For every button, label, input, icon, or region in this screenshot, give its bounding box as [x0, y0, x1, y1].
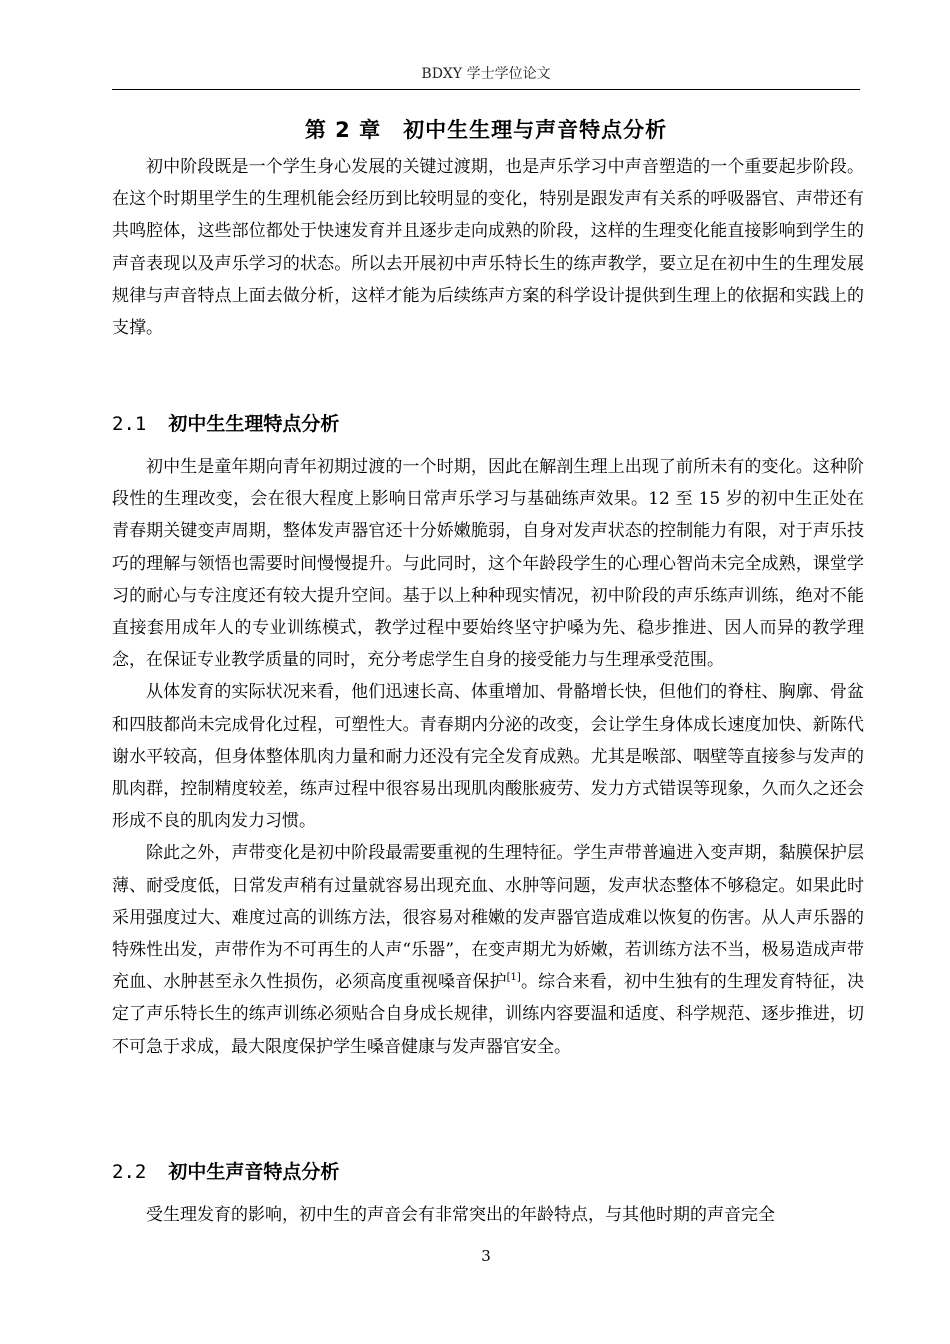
- paragraph: 初中生是童年期向青年初期过渡的一个时期，因此在解剖生理上出现了前所未有的变化。这种阶段性的生理改变，会在很大程度上影响日常声乐学习与基础练声效果。12 至 15 岁的初中生正处在青春期关键变声周期，整体发声器官还十分娇嫩脆弱，自身对发声状态的控制能力有限，对于声乐技巧的理解与领悟也需要时间慢慢提升。与此同时，这个年龄段学生的心理心智尚未完全成熟，课堂学习的耐心与专注度还有较大提升空间。基于以上种种现实情况，初中阶段的声乐练声训练，绝对不能直接套用成年人的专业训练模式，教学过程中要始终坚守护嗓为先、稳步推进、因人而异的教学理念，在保证专业教学质量的同时，充分考虑学生自身的接受能力与生理承受范围。: [112, 457, 864, 671]
- paragraph-text: 除此之外，声带变化是初中阶段最需要重视的生理特征。学生声带普遍进入变声期，黏膜保护层薄、耐受度低，日常发声稍有过量就容易出现充血、水肿等问题，发声状态整体不够稳定。如果此时采用强度过大、难度过高的训练方法，很容易对稚嫩的发声器官造成难以恢复的伤害。从人声乐器的特殊性出发，声带作为不可再生的人声“乐器”，在变声期尤为娇嫩，若训练方法不当，极易造成声带充血、水肿甚至永久性损伤，必须高度重视嗓音保护: [112, 843, 864, 993]
- intro-paragraph: 初中阶段既是一个学生身心发展的关键过渡期，也是声乐学习中声音塑造的一个重要起步阶段。在这个时期里学生的生理机能会经历到比较明显的变化，特别是跟发声有关系的呼吸器官、声带还有共鸣腔体，这些部位都处于快速发育并且逐步走向成熟的阶段，这样的生理变化能直接影响到学生的声音表现以及声乐学习的状态。所以去开展初中声乐特长生的练声教学，要立足在初中生的生理发展规律与声音特点上面去做分析，这样才能为后续练声方案的科学设计提供到生理上的依据和实践上的支撑。: [112, 157, 864, 339]
- section-title: 初中生生理特点分析: [168, 413, 340, 435]
- paragraph: 从体发育的实际状况来看，他们迅速长高、体重增加、骨骼增长快，但他们的脊柱、胸廓、骨盆和四肢都尚未完成骨化过程，可塑性大。青春期内分泌的改变，会让学生身体成长速度加快、新陈代谢水平较高，但身体整体肌肉力量和耐力还没有完全发育成熟。尤其是喉部、咽壁等直接参与发声的肌肉群，控制精度较差，练声过程中很容易出现肌肉酸胀疲劳、发力方式错误等现象，久而久之还会形成不良的肌肉发力习惯。: [112, 682, 864, 832]
- section-heading-2-2: [112, 1157, 860, 1187]
- chapter-title: 第 2 章 初中生生理与声音特点分析: [304, 118, 668, 142]
- header-rule: [112, 89, 860, 90]
- paragraph: [112, 837, 864, 1062]
- running-header: BDXY 学士学位论文: [421, 66, 551, 82]
- section-2-1-body: [112, 451, 864, 1063]
- section-number: 2.1: [112, 413, 147, 435]
- section-number: 2.2: [112, 1161, 147, 1183]
- paragraph-text: 。综合来看，初中生独有的生理发育特征，决定了声乐特长生的练声训练必须贴合自身成长规律，训练内容要温和适度、科学规范、逐步推进，切不可急于求成，最大限度保护学生嗓音健康与发声器官安全。: [112, 972, 865, 1057]
- page-number: 3: [481, 1247, 491, 1265]
- section-title: 初中生声音特点分析: [168, 1161, 340, 1183]
- section-heading-2-1: [112, 409, 860, 439]
- paragraph: 受生理发育的影响，初中生的声音会有非常突出的年龄特点，与其他时期的声音完全: [146, 1205, 775, 1225]
- section-2-2-body: [112, 1199, 864, 1231]
- chapter-intro: [112, 151, 864, 344]
- citation-marker[interactable]: [1]: [506, 972, 521, 984]
